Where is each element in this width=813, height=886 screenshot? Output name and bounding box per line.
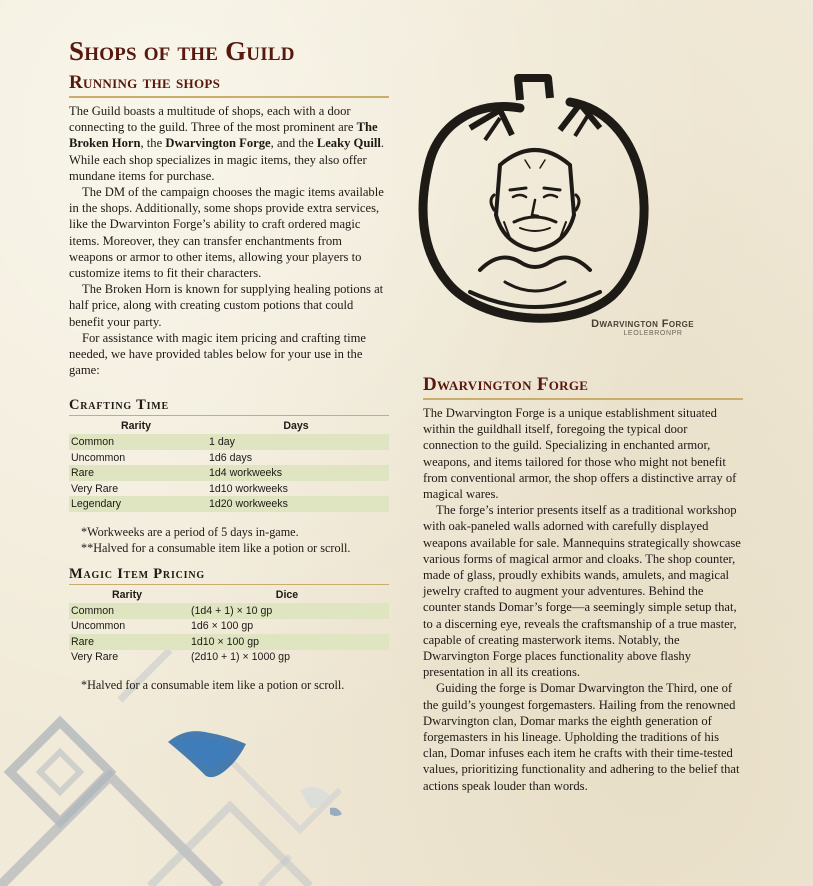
text-run: . While each shop specializes in magic items, they also offer mundane items for purchase. xyxy=(69,136,385,183)
cell-rarity: Common xyxy=(69,603,185,619)
column-header-rarity: Rarity xyxy=(120,419,152,432)
cell-dice: (2d10 + 1) × 1000 gp xyxy=(191,651,290,664)
cell-days: 1d6 days xyxy=(209,451,252,464)
paragraph-broken-horn: The Broken Horn is known for supplying healing potions at half price, along with creating custom potions that could benefit your party. xyxy=(69,282,384,329)
column-header-days: Days xyxy=(283,419,309,432)
note-halved-consumable: **Halved for a consumable item like a potion or scroll. xyxy=(81,540,351,555)
cell-rarity: Legendary xyxy=(69,496,203,512)
cell-rarity: Very Rare xyxy=(71,482,119,495)
note-workweeks: *Workweeks are a period of 5 days in-game. xyxy=(81,524,299,539)
paragraph-assistance: For assistance with magic item pricing and crafting time needed, we have provided tables below for your use in the game: xyxy=(69,330,366,378)
cell-days: 1d4 workweeks xyxy=(203,465,389,481)
paragraph-dm-chooses: The DM of the campaign chooses the magic items available in the shops. Additionally, some shops provide extra services, like the Dwarvinton Forge’s ability to craft ordered magic items. Moreover, they can transfer enchantments from weapons or armor to other items, allowing your players to customize items to fit their characters. xyxy=(69,185,384,281)
section-heading-running-shops: Running the shops xyxy=(69,72,389,98)
section-heading-dwarvington-forge: Dwarvington Forge xyxy=(423,374,743,400)
text-run: , and the xyxy=(270,136,317,151)
cell-dice: 1d10 × 100 gp xyxy=(185,634,389,650)
paragraph-domar: Guiding the forge is Domar Dwarvington the Third, one of the guild’s youngest forgemasters. Hailing from the renowned Dwarvington clan, Domar marks the eighth generation of forgemasters in his lineage. Upholding the traditions of his clan, Domar infuses each item he crafts with their time-tested values, prioritizing functionality and adhering to the belief that actions speak louder than words. xyxy=(423,681,740,793)
column-header-dice: Dice xyxy=(275,588,299,601)
cell-rarity: Uncommon xyxy=(71,620,126,633)
shop-name-dwarvington-forge: Dwarvington Forge xyxy=(165,136,271,151)
forge-body xyxy=(423,405,743,794)
section-heading-magic-item-pricing: Magic Item Pricing xyxy=(69,565,389,585)
cell-rarity: Rare xyxy=(69,465,203,481)
paragraph-forge-intro: The Dwarvington Forge is a unique establishment situated within the guildhall itself, foregoing the typical door connection to the guild. Specializing in enchanted armor, weapons, and items tailored for those who might not benefit from conventional armor, the shop offers a distinctive array of magical wares. xyxy=(423,406,737,502)
cell-rarity: Common xyxy=(69,434,203,450)
dwarf-face xyxy=(470,150,600,307)
illustration-caption xyxy=(572,318,694,337)
cell-days: 1d10 workweeks xyxy=(209,482,288,495)
section-heading-crafting-time: Crafting Time xyxy=(69,396,389,416)
page-title: Shops of the Guild xyxy=(69,36,295,66)
cell-dice: (1d4 + 1) × 10 gp xyxy=(185,603,389,619)
cell-rarity: Rare xyxy=(69,634,185,650)
text-run: , the xyxy=(140,136,166,151)
caption-title: Dwarvington Forge xyxy=(591,318,694,330)
shop-name-broken-horn: The Broken Horn xyxy=(69,120,378,151)
cell-rarity: Very Rare xyxy=(71,651,119,664)
cell-days: 1 day xyxy=(203,434,389,450)
note-halved-consumable: *Halved for a consumable item like a potion or scroll. xyxy=(81,678,345,693)
cell-days: 1d20 workweeks xyxy=(203,496,389,512)
cell-rarity: Uncommon xyxy=(71,451,126,464)
caption-credit: LEOLEBRONPR xyxy=(623,330,683,337)
right-column xyxy=(423,374,743,794)
text-run: The Guild boasts a multitude of shops, each with a door connecting to the guild. Three of the most prominent are xyxy=(69,104,357,135)
cell-dice: 1d6 × 100 gp xyxy=(191,620,254,633)
column-header-rarity: Rarity xyxy=(111,588,143,601)
paragraph-forge-interior: The forge’s interior presents itself as a traditional workshop with oak-paneled walls adorned with carefully displayed weapons available for sale. Mannequins strategically showcase various forms of magical armor and cloaks. The shop counter, made of glass, proudly exhibits wands, amulets, and magical jewelry crafted to augment your adventures. Behind the counter stands Domar’s forge—a seemingly simple setup that, to a discerning eye, reveals the craftsmanship of a true master, capable of creating masterwork items. Notably, the Dwarvington Forge places functionality above flashy presentation in all its creations. xyxy=(423,503,741,680)
shop-name-leaky-quill: Leaky Quill xyxy=(316,136,381,151)
